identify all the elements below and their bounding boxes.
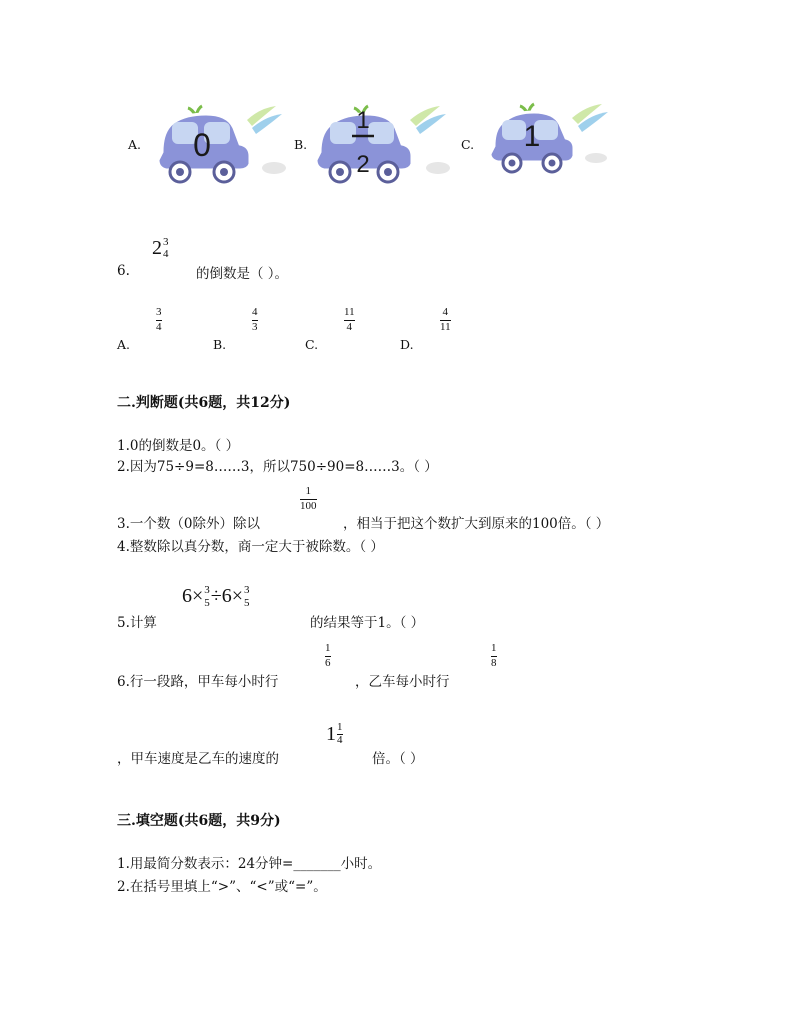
q6-numerator: 3: [163, 236, 169, 248]
s2-q6-pre: 6.行一段路，甲车每小时行: [117, 674, 279, 690]
s2-q6-f1-numerator: 1: [325, 642, 331, 654]
q6-whole: 2: [152, 236, 162, 259]
q6-choice-b-denominator: 3: [252, 320, 258, 333]
s2-q6-mid: ，乙车每小时行: [355, 674, 450, 690]
car-option-a-image: [152, 100, 287, 185]
s2-q3-fraction: [300, 486, 317, 512]
option-b-label: B.: [294, 137, 308, 152]
s2-q3-numerator: 1: [305, 485, 311, 497]
q6-choice-d-fraction: [440, 307, 451, 333]
q6-choice-c-numerator: 11: [344, 306, 355, 318]
s2-q5-f1-numerator: 3: [204, 584, 210, 596]
s2-q6-fraction-1: [325, 643, 331, 669]
q6-choice-c-fraction: [344, 307, 355, 333]
option-a-label: A.: [128, 137, 142, 152]
s2-q5-f1-denominator: 5: [204, 596, 210, 609]
car-option-c-image: [486, 100, 611, 178]
q6-choice-d-denominator: 11: [440, 320, 451, 333]
s2-q4: 4.整数除以真分数，商一定大于被除数。（ ）: [117, 539, 384, 555]
q6-choice-b-numerator: 4: [252, 306, 258, 318]
s2-q6-whole: 1: [326, 722, 336, 745]
q6-choice-c-denominator: 4: [346, 320, 353, 333]
q6-choice-a-label: A.: [117, 337, 131, 352]
s2-q5-pre: 5.计算: [117, 615, 157, 631]
q6-choice-d-label: D.: [400, 337, 414, 352]
s3-q1: 1.用最简分数表示：24分钟=_______小时。: [117, 856, 382, 872]
q6-choice-a-fraction: [156, 307, 162, 333]
s2-q6-line2-post: 倍。（ ）: [372, 751, 424, 767]
s3-q2: 2.在括号里填上“>”、“<”或“=”。: [117, 879, 327, 895]
section2-title: 二.判断题(共6题，共12分): [117, 395, 291, 411]
s2-q2: 2.因为75÷9=8……3，所以750÷90=8……3。（ ）: [117, 459, 438, 475]
s2-q3-post: ，相当于把这个数扩大到原来的100倍。（ ）: [343, 516, 610, 532]
s2-q6-f2-numerator: 1: [491, 642, 497, 654]
s2-q3-pre: 3.一个数（0除外）除以: [117, 516, 260, 532]
q6-choice-b-fraction: [252, 307, 258, 333]
q6-choice-c-label: C.: [305, 337, 319, 352]
option-c-label: C.: [461, 137, 475, 152]
s2-q5-post: 的结果等于1。（ ）: [310, 615, 425, 631]
s2-q6-f3-numerator: 1: [337, 721, 343, 733]
s2-q6-line2-pre: ，甲车速度是乙车的速度的: [117, 751, 279, 767]
car-b-numerator: 1: [356, 107, 370, 134]
s2-q5-expr-b: ÷6×: [210, 585, 244, 608]
q6-mixed-number: [152, 236, 169, 260]
q6-choice-b-label: B.: [213, 337, 227, 352]
car-a-number: 0: [193, 127, 211, 163]
s2-q5-expr-a: 6×: [182, 585, 204, 608]
q6-choice-d-numerator: 4: [442, 306, 449, 318]
s2-q6-f2-denominator: 8: [491, 656, 497, 669]
s2-q3-denominator: 100: [300, 499, 317, 512]
s2-q1: 1.0的倒数是0。（ ）: [117, 438, 240, 454]
s2-q5-f2-numerator: 3: [244, 584, 250, 596]
q6-denominator: 4: [163, 248, 169, 261]
q6-number: 6.: [117, 263, 130, 279]
s2-q6-f1-denominator: 6: [325, 656, 331, 669]
q6-choice-a-numerator: 3: [156, 306, 162, 318]
q6-text: 的倒数是（ ）。: [196, 266, 289, 282]
car-c-number: 1: [523, 120, 541, 153]
s2-q5-expression: [182, 584, 250, 609]
section3-title: 三.填空题(共6题，共9分): [117, 813, 281, 829]
q6-choice-a-denominator: 4: [156, 320, 162, 333]
car-option-b-image: [312, 100, 452, 185]
s2-q6-fraction-2: [491, 643, 497, 669]
s2-q6-mixed-number: [326, 722, 343, 746]
car-b-denominator: 2: [356, 151, 370, 178]
s2-q5-f2-denominator: 5: [244, 596, 250, 609]
s2-q6-f3-denominator: 4: [337, 733, 343, 746]
